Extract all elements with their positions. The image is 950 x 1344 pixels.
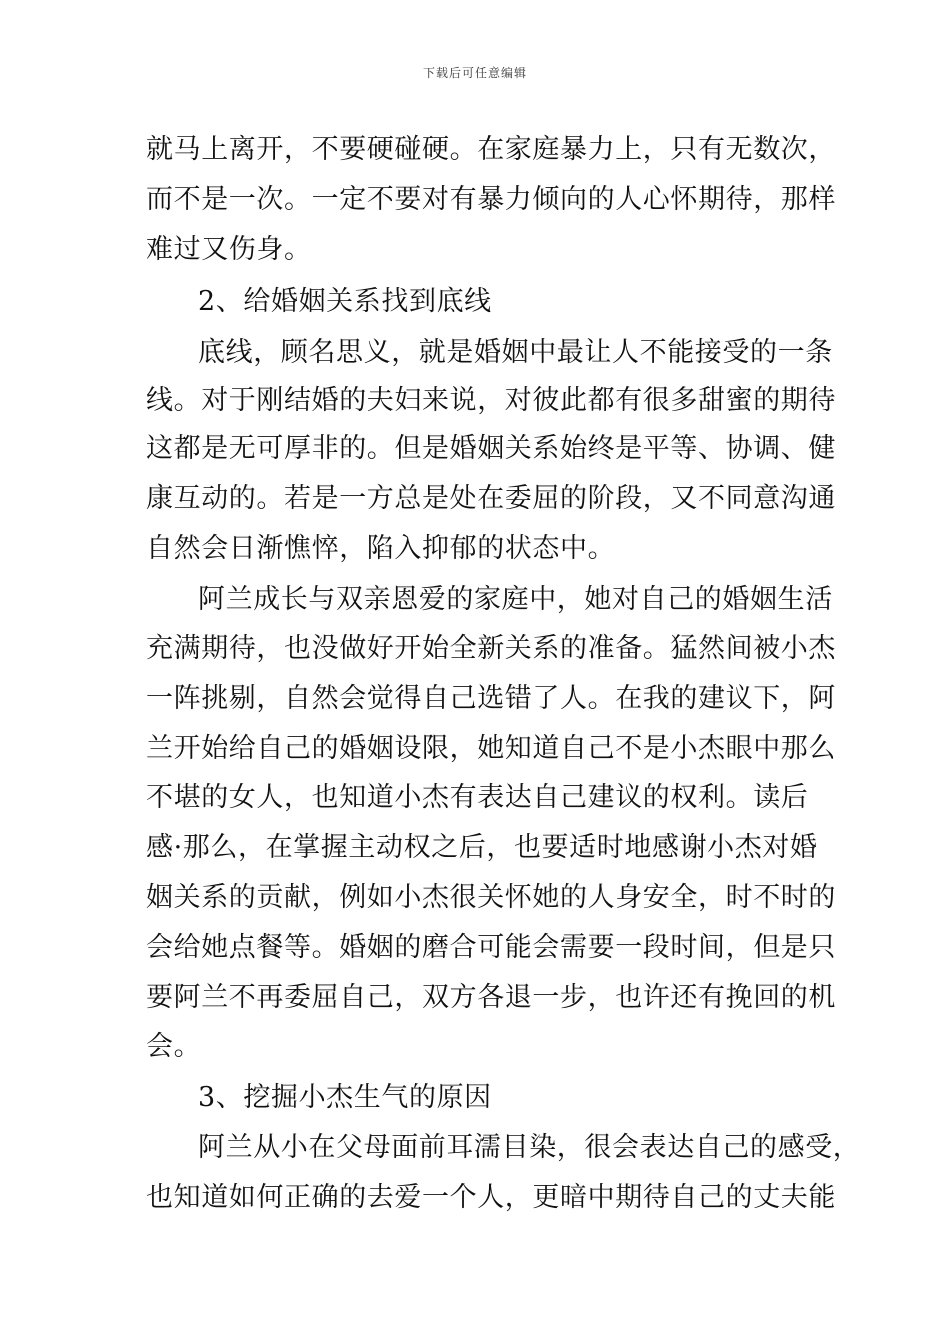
body-line: 自然会日渐憔悴，陷入抑郁的状态中。: [146, 533, 616, 564]
body-line: 一阵挑剔，自然会觉得自己选错了人。在我的建议下，阿: [146, 683, 836, 714]
body-line: 也知道如何正确的去爱一个人，更暗中期待自己的丈夫能: [146, 1182, 836, 1213]
body-line: 线。对于刚结婚的夫妇来说，对彼此都有很多甜蜜的期待: [146, 385, 836, 416]
body-line: 底线，顾名思义，就是婚姻中最让人不能接受的一条: [198, 337, 833, 368]
body-line: 感·那么，在掌握主动权之后，也要适时地感谢小杰对婚: [146, 832, 818, 863]
body-line: 会。: [146, 1031, 202, 1062]
body-line: 阿兰成长与双亲恩爱的家庭中，她对自己的婚姻生活: [198, 584, 833, 615]
body-line: 会给她点餐等。婚姻的磨合可能会需要一段时间，但是只: [146, 932, 836, 963]
body-line: 兰开始给自己的婚姻设限，她知道自己不是小杰眼中那么: [146, 733, 836, 764]
body-line: 而不是一次。一定不要对有暴力倾向的人心怀期待，那样: [146, 184, 836, 215]
header-note: 下载后可任意编辑: [422, 66, 527, 80]
body-line: 不堪的女人，也知道小杰有表达自己建议的权利。读后: [146, 782, 809, 813]
body-line: 充满期待，也没做好开始全新关系的准备。猛然间被小杰: [146, 633, 836, 664]
body-line: 要阿兰不再委屈自己，双方各退一步，也许还有挽回的机: [146, 982, 836, 1013]
body-line: 难过又伤身。: [146, 234, 312, 265]
body-line: 就马上离开，不要硬碰硬。在家庭暴力上，只有无数次，: [146, 134, 836, 165]
section-heading: 3、挖掘小杰生气的原因: [198, 1082, 492, 1113]
section-heading: 2、给婚姻关系找到底线: [198, 286, 492, 317]
body-line: 阿兰从小在父母面前耳濡目染，很会表达自己的感受，: [198, 1132, 861, 1163]
body-line: 这都是无可厚非的。但是婚姻关系始终是平等、协调、健: [146, 433, 836, 464]
body-line: 康互动的。若是一方总是处在委屈的阶段，又不同意沟通: [146, 483, 836, 514]
body-line: 姻关系的贡献，例如小杰很关怀她的人身安全，时不时的: [146, 882, 836, 913]
